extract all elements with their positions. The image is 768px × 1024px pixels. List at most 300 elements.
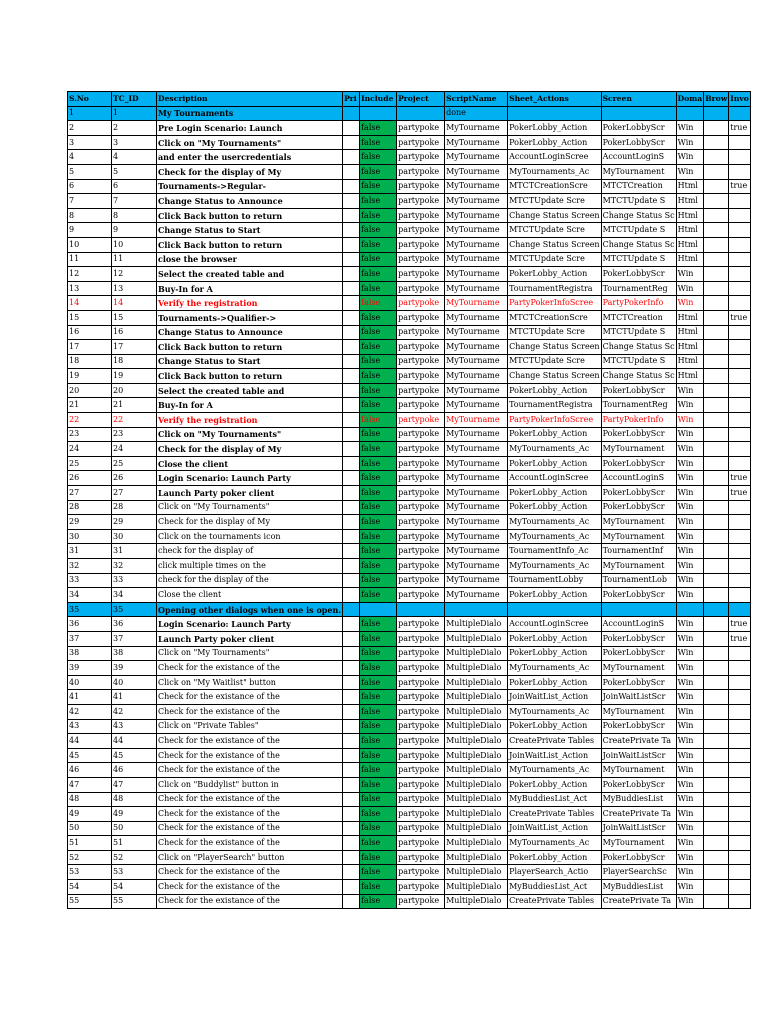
tc-id-cell[interactable]: 19: [112, 369, 157, 384]
sno-cell[interactable]: 47: [68, 777, 112, 792]
include-cell[interactable]: false: [360, 413, 397, 428]
description-cell[interactable]: Change Status to Start: [157, 223, 343, 238]
col-screen-header[interactable]: Screen: [601, 92, 676, 107]
screen-cell[interactable]: PlayerSearchSc: [601, 865, 676, 880]
description-cell[interactable]: Check for the existance of the: [157, 880, 343, 895]
scriptname-cell[interactable]: MultipleDialo: [445, 894, 508, 909]
sheet-actions-cell[interactable]: MyTournaments_Ac: [508, 529, 601, 544]
domain-cell[interactable]: Win: [676, 880, 704, 895]
scriptname-cell[interactable]: MyTourname: [445, 208, 508, 223]
domain-cell[interactable]: Win: [676, 836, 704, 851]
description-cell[interactable]: Check for the existance of the: [157, 836, 343, 851]
invoke-cell[interactable]: [729, 194, 751, 209]
include-cell[interactable]: false: [360, 369, 397, 384]
browser-cell[interactable]: [704, 340, 729, 355]
screen-cell[interactable]: MyTournament: [601, 529, 676, 544]
domain-cell[interactable]: Win: [676, 865, 704, 880]
screen-cell[interactable]: PokerLobbyScr: [601, 646, 676, 661]
project-cell[interactable]: partypoke: [397, 544, 445, 559]
scriptname-cell[interactable]: MultipleDialo: [445, 661, 508, 676]
sheet-actions-cell[interactable]: PlayerSearch_Actio: [508, 865, 601, 880]
tc-id-cell[interactable]: 26: [112, 471, 157, 486]
pri-cell[interactable]: [343, 252, 360, 267]
project-cell[interactable]: partypoke: [397, 777, 445, 792]
col-include-header[interactable]: Include: [360, 92, 397, 107]
sno-cell[interactable]: 20: [68, 383, 112, 398]
sheet-actions-cell[interactable]: TournamentRegistra: [508, 281, 601, 296]
screen-cell[interactable]: MyTournament: [601, 704, 676, 719]
screen-cell[interactable]: CreatePrivate Ta: [601, 734, 676, 749]
scriptname-cell[interactable]: MyTourname: [445, 252, 508, 267]
screen-cell[interactable]: TournamentLob: [601, 573, 676, 588]
include-cell[interactable]: false: [360, 456, 397, 471]
sno-cell[interactable]: 8: [68, 208, 112, 223]
description-cell[interactable]: Tournaments->Qualifier->: [157, 310, 343, 325]
invoke-cell[interactable]: [729, 602, 751, 617]
invoke-cell[interactable]: [729, 208, 751, 223]
scriptname-cell[interactable]: MyTourname: [445, 340, 508, 355]
pri-cell[interactable]: [343, 194, 360, 209]
project-cell[interactable]: partypoke: [397, 588, 445, 603]
scriptname-cell[interactable]: MyTourname: [445, 296, 508, 311]
invoke-cell[interactable]: [729, 559, 751, 574]
screen-cell[interactable]: MyTournament: [601, 164, 676, 179]
description-cell[interactable]: close the browser: [157, 252, 343, 267]
browser-cell[interactable]: [704, 807, 729, 822]
sheet-actions-cell[interactable]: MyTournaments_Ac: [508, 442, 601, 457]
project-cell[interactable]: partypoke: [397, 223, 445, 238]
pri-cell[interactable]: [343, 106, 360, 121]
browser-cell[interactable]: [704, 223, 729, 238]
invoke-cell[interactable]: true: [729, 486, 751, 501]
domain-cell[interactable]: Html: [676, 354, 704, 369]
browser-cell[interactable]: [704, 179, 729, 194]
description-cell[interactable]: Check for the existance of the: [157, 704, 343, 719]
project-cell[interactable]: [397, 602, 445, 617]
include-cell[interactable]: false: [360, 748, 397, 763]
browser-cell[interactable]: [704, 150, 729, 165]
browser-cell[interactable]: [704, 194, 729, 209]
invoke-cell[interactable]: [729, 135, 751, 150]
scriptname-cell[interactable]: MyTourname: [445, 164, 508, 179]
col-scriptname-header[interactable]: ScriptName: [445, 92, 508, 107]
browser-cell[interactable]: [704, 719, 729, 734]
domain-cell[interactable]: [676, 106, 704, 121]
browser-cell[interactable]: [704, 734, 729, 749]
include-cell[interactable]: false: [360, 719, 397, 734]
sno-cell[interactable]: 21: [68, 398, 112, 413]
description-cell[interactable]: Change Status to Announce: [157, 325, 343, 340]
sno-cell[interactable]: 5: [68, 164, 112, 179]
include-cell[interactable]: false: [360, 471, 397, 486]
tc-id-cell[interactable]: 54: [112, 880, 157, 895]
browser-cell[interactable]: [704, 369, 729, 384]
screen-cell[interactable]: PokerLobbyScr: [601, 486, 676, 501]
description-cell[interactable]: Close the client: [157, 588, 343, 603]
pri-cell[interactable]: [343, 486, 360, 501]
domain-cell[interactable]: Win: [676, 559, 704, 574]
sno-cell[interactable]: 48: [68, 792, 112, 807]
sno-cell[interactable]: 6: [68, 179, 112, 194]
screen-cell[interactable]: MyTournament: [601, 661, 676, 676]
browser-cell[interactable]: [704, 208, 729, 223]
scriptname-cell[interactable]: MyTourname: [445, 150, 508, 165]
screen-cell[interactable]: [601, 106, 676, 121]
scriptname-cell[interactable]: MyTourname: [445, 179, 508, 194]
sno-cell[interactable]: 1: [68, 106, 112, 121]
project-cell[interactable]: partypoke: [397, 310, 445, 325]
invoke-cell[interactable]: [729, 807, 751, 822]
tc-id-cell[interactable]: 24: [112, 442, 157, 457]
domain-cell[interactable]: Win: [676, 121, 704, 136]
pri-cell[interactable]: [343, 529, 360, 544]
invoke-cell[interactable]: [729, 237, 751, 252]
scriptname-cell[interactable]: MyTourname: [445, 369, 508, 384]
description-cell[interactable]: Check for the existance of the: [157, 807, 343, 822]
scriptname-cell[interactable]: MyTourname: [445, 281, 508, 296]
sheet-actions-cell[interactable]: PokerLobby_Action: [508, 486, 601, 501]
scriptname-cell[interactable]: MyTourname: [445, 398, 508, 413]
sno-cell[interactable]: 51: [68, 836, 112, 851]
description-cell[interactable]: Click Back button to return: [157, 208, 343, 223]
description-cell[interactable]: Buy-In for A: [157, 398, 343, 413]
screen-cell[interactable]: TournamentReg: [601, 281, 676, 296]
browser-cell[interactable]: [704, 690, 729, 705]
include-cell[interactable]: false: [360, 573, 397, 588]
pri-cell[interactable]: [343, 792, 360, 807]
sno-cell[interactable]: 7: [68, 194, 112, 209]
scriptname-cell[interactable]: MultipleDialo: [445, 880, 508, 895]
sheet-actions-cell[interactable]: PokerLobby_Action: [508, 500, 601, 515]
scriptname-cell[interactable]: MultipleDialo: [445, 704, 508, 719]
include-cell[interactable]: false: [360, 894, 397, 909]
scriptname-cell[interactable]: MyTourname: [445, 529, 508, 544]
include-cell[interactable]: false: [360, 763, 397, 778]
invoke-cell[interactable]: [729, 267, 751, 282]
browser-cell[interactable]: [704, 398, 729, 413]
browser-cell[interactable]: [704, 456, 729, 471]
tc-id-cell[interactable]: 9: [112, 223, 157, 238]
invoke-cell[interactable]: [729, 106, 751, 121]
sheet-actions-cell[interactable]: CreatePrivate Tables: [508, 807, 601, 822]
invoke-cell[interactable]: [729, 281, 751, 296]
pri-cell[interactable]: [343, 208, 360, 223]
browser-cell[interactable]: [704, 573, 729, 588]
screen-cell[interactable]: MyBuddiesList: [601, 880, 676, 895]
pri-cell[interactable]: [343, 223, 360, 238]
scriptname-cell[interactable]: MultipleDialo: [445, 631, 508, 646]
sheet-actions-cell[interactable]: MTCTUpdate Scre: [508, 252, 601, 267]
sheet-actions-cell[interactable]: CreatePrivate Tables: [508, 894, 601, 909]
domain-cell[interactable]: Html: [676, 179, 704, 194]
sheet-actions-cell[interactable]: Change Status Screen: [508, 208, 601, 223]
domain-cell[interactable]: Win: [676, 748, 704, 763]
pri-cell[interactable]: [343, 325, 360, 340]
project-cell[interactable]: partypoke: [397, 865, 445, 880]
domain-cell[interactable]: Win: [676, 486, 704, 501]
domain-cell[interactable]: Win: [676, 777, 704, 792]
scriptname-cell[interactable]: MultipleDialo: [445, 821, 508, 836]
pri-cell[interactable]: [343, 690, 360, 705]
scriptname-cell[interactable]: MultipleDialo: [445, 617, 508, 632]
tc-id-cell[interactable]: 53: [112, 865, 157, 880]
invoke-cell[interactable]: [729, 792, 751, 807]
description-cell[interactable]: Click on "My Tournaments": [157, 135, 343, 150]
project-cell[interactable]: partypoke: [397, 894, 445, 909]
invoke-cell[interactable]: true: [729, 471, 751, 486]
scriptname-cell[interactable]: MyTourname: [445, 442, 508, 457]
browser-cell[interactable]: [704, 237, 729, 252]
browser-cell[interactable]: [704, 559, 729, 574]
scriptname-cell[interactable]: MultipleDialo: [445, 646, 508, 661]
domain-cell[interactable]: Win: [676, 734, 704, 749]
browser-cell[interactable]: [704, 515, 729, 530]
browser-cell[interactable]: [704, 748, 729, 763]
invoke-cell[interactable]: [729, 588, 751, 603]
browser-cell[interactable]: [704, 500, 729, 515]
screen-cell[interactable]: TournamentInf: [601, 544, 676, 559]
invoke-cell[interactable]: [729, 296, 751, 311]
invoke-cell[interactable]: [729, 777, 751, 792]
browser-cell[interactable]: [704, 894, 729, 909]
invoke-cell[interactable]: [729, 413, 751, 428]
scriptname-cell[interactable]: MyTourname: [445, 573, 508, 588]
include-cell[interactable]: false: [360, 179, 397, 194]
sno-cell[interactable]: 9: [68, 223, 112, 238]
include-cell[interactable]: false: [360, 135, 397, 150]
screen-cell[interactable]: Change Status Sc: [601, 208, 676, 223]
browser-cell[interactable]: [704, 792, 729, 807]
sno-cell[interactable]: 18: [68, 354, 112, 369]
include-cell[interactable]: false: [360, 734, 397, 749]
browser-cell[interactable]: [704, 646, 729, 661]
sno-cell[interactable]: 27: [68, 486, 112, 501]
sheet-actions-cell[interactable]: MyBuddiesList_Act: [508, 880, 601, 895]
screen-cell[interactable]: PokerLobbyScr: [601, 267, 676, 282]
project-cell[interactable]: partypoke: [397, 821, 445, 836]
screen-cell[interactable]: PokerLobbyScr: [601, 383, 676, 398]
pri-cell[interactable]: [343, 573, 360, 588]
tc-id-cell[interactable]: 39: [112, 661, 157, 676]
invoke-cell[interactable]: [729, 515, 751, 530]
tc-id-cell[interactable]: 16: [112, 325, 157, 340]
col-sheet-actions-header[interactable]: Sheet_Actions: [508, 92, 601, 107]
tc-id-cell[interactable]: 21: [112, 398, 157, 413]
tc-id-cell[interactable]: 31: [112, 544, 157, 559]
scriptname-cell[interactable]: MultipleDialo: [445, 763, 508, 778]
sheet-actions-cell[interactable]: Change Status Screen: [508, 369, 601, 384]
browser-cell[interactable]: [704, 865, 729, 880]
include-cell[interactable]: false: [360, 850, 397, 865]
browser-cell[interactable]: [704, 471, 729, 486]
invoke-cell[interactable]: [729, 690, 751, 705]
screen-cell[interactable]: MTCTUpdate S: [601, 194, 676, 209]
sheet-actions-cell[interactable]: MTCTUpdate Scre: [508, 354, 601, 369]
include-cell[interactable]: false: [360, 631, 397, 646]
tc-id-cell[interactable]: 44: [112, 734, 157, 749]
pri-cell[interactable]: [343, 340, 360, 355]
browser-cell[interactable]: [704, 354, 729, 369]
screen-cell[interactable]: MyTournament: [601, 836, 676, 851]
domain-cell[interactable]: Win: [676, 413, 704, 428]
sno-cell[interactable]: 33: [68, 573, 112, 588]
include-cell[interactable]: false: [360, 559, 397, 574]
tc-id-cell[interactable]: 47: [112, 777, 157, 792]
invoke-cell[interactable]: [729, 340, 751, 355]
sno-cell[interactable]: 16: [68, 325, 112, 340]
sheet-actions-cell[interactable]: CreatePrivate Tables: [508, 734, 601, 749]
sno-cell[interactable]: 34: [68, 588, 112, 603]
pri-cell[interactable]: [343, 383, 360, 398]
project-cell[interactable]: partypoke: [397, 807, 445, 822]
sheet-actions-cell[interactable]: PokerLobby_Action: [508, 456, 601, 471]
pri-cell[interactable]: [343, 617, 360, 632]
col-sno-header[interactable]: S.No: [68, 92, 112, 107]
sheet-actions-cell[interactable]: PokerLobby_Action: [508, 267, 601, 282]
sno-cell[interactable]: 3: [68, 135, 112, 150]
tc-id-cell[interactable]: 38: [112, 646, 157, 661]
include-cell[interactable]: false: [360, 661, 397, 676]
project-cell[interactable]: partypoke: [397, 661, 445, 676]
include-cell[interactable]: [360, 602, 397, 617]
project-cell[interactable]: partypoke: [397, 690, 445, 705]
invoke-cell[interactable]: true: [729, 179, 751, 194]
pri-cell[interactable]: [343, 748, 360, 763]
invoke-cell[interactable]: [729, 836, 751, 851]
domain-cell[interactable]: Win: [676, 398, 704, 413]
domain-cell[interactable]: Win: [676, 661, 704, 676]
scriptname-cell[interactable]: MyTourname: [445, 383, 508, 398]
invoke-cell[interactable]: [729, 150, 751, 165]
project-cell[interactable]: partypoke: [397, 252, 445, 267]
domain-cell[interactable]: Html: [676, 369, 704, 384]
tc-id-cell[interactable]: 29: [112, 515, 157, 530]
scriptname-cell[interactable]: MyTourname: [445, 413, 508, 428]
include-cell[interactable]: false: [360, 208, 397, 223]
sno-cell[interactable]: 38: [68, 646, 112, 661]
sno-cell[interactable]: 42: [68, 704, 112, 719]
description-cell[interactable]: Pre Login Scenario: Launch: [157, 121, 343, 136]
browser-cell[interactable]: [704, 413, 729, 428]
project-cell[interactable]: partypoke: [397, 164, 445, 179]
sheet-actions-cell[interactable]: PokerLobby_Action: [508, 427, 601, 442]
tc-id-cell[interactable]: 20: [112, 383, 157, 398]
pri-cell[interactable]: [343, 894, 360, 909]
browser-cell[interactable]: [704, 164, 729, 179]
domain-cell[interactable]: Win: [676, 164, 704, 179]
project-cell[interactable]: partypoke: [397, 617, 445, 632]
screen-cell[interactable]: AccountLoginS: [601, 150, 676, 165]
screen-cell[interactable]: Change Status Sc: [601, 237, 676, 252]
description-cell[interactable]: Change Status to Announce: [157, 194, 343, 209]
invoke-cell[interactable]: true: [729, 310, 751, 325]
pri-cell[interactable]: [343, 310, 360, 325]
include-cell[interactable]: false: [360, 807, 397, 822]
col-pri-header[interactable]: Pri: [343, 92, 360, 107]
include-cell[interactable]: false: [360, 880, 397, 895]
description-cell[interactable]: Click on "PlayerSearch" button: [157, 850, 343, 865]
description-cell[interactable]: Launch Party poker client: [157, 486, 343, 501]
scriptname-cell[interactable]: MyTourname: [445, 588, 508, 603]
tc-id-cell[interactable]: 15: [112, 310, 157, 325]
include-cell[interactable]: false: [360, 704, 397, 719]
pri-cell[interactable]: [343, 500, 360, 515]
pri-cell[interactable]: [343, 675, 360, 690]
invoke-cell[interactable]: true: [729, 121, 751, 136]
tc-id-cell[interactable]: 22: [112, 413, 157, 428]
project-cell[interactable]: partypoke: [397, 237, 445, 252]
browser-cell[interactable]: [704, 544, 729, 559]
domain-cell[interactable]: Win: [676, 807, 704, 822]
sno-cell[interactable]: 32: [68, 559, 112, 574]
pri-cell[interactable]: [343, 646, 360, 661]
domain-cell[interactable]: Html: [676, 208, 704, 223]
scriptname-cell[interactable]: MyTourname: [445, 223, 508, 238]
screen-cell[interactable]: PartyPokerInfo: [601, 413, 676, 428]
domain-cell[interactable]: Html: [676, 325, 704, 340]
scriptname-cell[interactable]: MyTourname: [445, 310, 508, 325]
domain-cell[interactable]: [676, 602, 704, 617]
pri-cell[interactable]: [343, 354, 360, 369]
browser-cell[interactable]: [704, 880, 729, 895]
tc-id-cell[interactable]: 55: [112, 894, 157, 909]
scriptname-cell[interactable]: MyTourname: [445, 456, 508, 471]
sheet-actions-cell[interactable]: Change Status Screen: [508, 237, 601, 252]
description-cell[interactable]: Verify the registration: [157, 296, 343, 311]
sno-cell[interactable]: 22: [68, 413, 112, 428]
scriptname-cell[interactable]: MyTourname: [445, 325, 508, 340]
project-cell[interactable]: partypoke: [397, 369, 445, 384]
sheet-actions-cell[interactable]: MTCTUpdate Scre: [508, 223, 601, 238]
description-cell[interactable]: Click Back button to return: [157, 237, 343, 252]
include-cell[interactable]: false: [360, 194, 397, 209]
sheet-actions-cell[interactable]: MyTournaments_Ac: [508, 661, 601, 676]
col-domain-header[interactable]: Doma: [676, 92, 704, 107]
project-cell[interactable]: partypoke: [397, 194, 445, 209]
project-cell[interactable]: partypoke: [397, 792, 445, 807]
project-cell[interactable]: partypoke: [397, 529, 445, 544]
include-cell[interactable]: false: [360, 865, 397, 880]
project-cell[interactable]: partypoke: [397, 398, 445, 413]
browser-cell[interactable]: [704, 763, 729, 778]
pri-cell[interactable]: [343, 296, 360, 311]
browser-cell[interactable]: [704, 252, 729, 267]
sno-cell[interactable]: 17: [68, 340, 112, 355]
invoke-cell[interactable]: [729, 734, 751, 749]
description-cell[interactable]: Login Scenario: Launch Party: [157, 617, 343, 632]
tc-id-cell[interactable]: 25: [112, 456, 157, 471]
screen-cell[interactable]: MTCTCreation: [601, 310, 676, 325]
description-cell[interactable]: click multiple times on the: [157, 559, 343, 574]
sheet-actions-cell[interactable]: JoinWaitList_Action: [508, 821, 601, 836]
description-cell[interactable]: Click on "My Tournaments": [157, 427, 343, 442]
screen-cell[interactable]: JoinWaitListScr: [601, 821, 676, 836]
invoke-cell[interactable]: [729, 398, 751, 413]
include-cell[interactable]: false: [360, 792, 397, 807]
pri-cell[interactable]: [343, 515, 360, 530]
include-cell[interactable]: false: [360, 515, 397, 530]
browser-cell[interactable]: [704, 661, 729, 676]
browser-cell[interactable]: [704, 850, 729, 865]
include-cell[interactable]: false: [360, 690, 397, 705]
project-cell[interactable]: partypoke: [397, 179, 445, 194]
pri-cell[interactable]: [343, 719, 360, 734]
scriptname-cell[interactable]: [445, 602, 508, 617]
invoke-cell[interactable]: [729, 223, 751, 238]
sheet-actions-cell[interactable]: PokerLobby_Action: [508, 777, 601, 792]
scriptname-cell[interactable]: MultipleDialo: [445, 690, 508, 705]
include-cell[interactable]: false: [360, 150, 397, 165]
